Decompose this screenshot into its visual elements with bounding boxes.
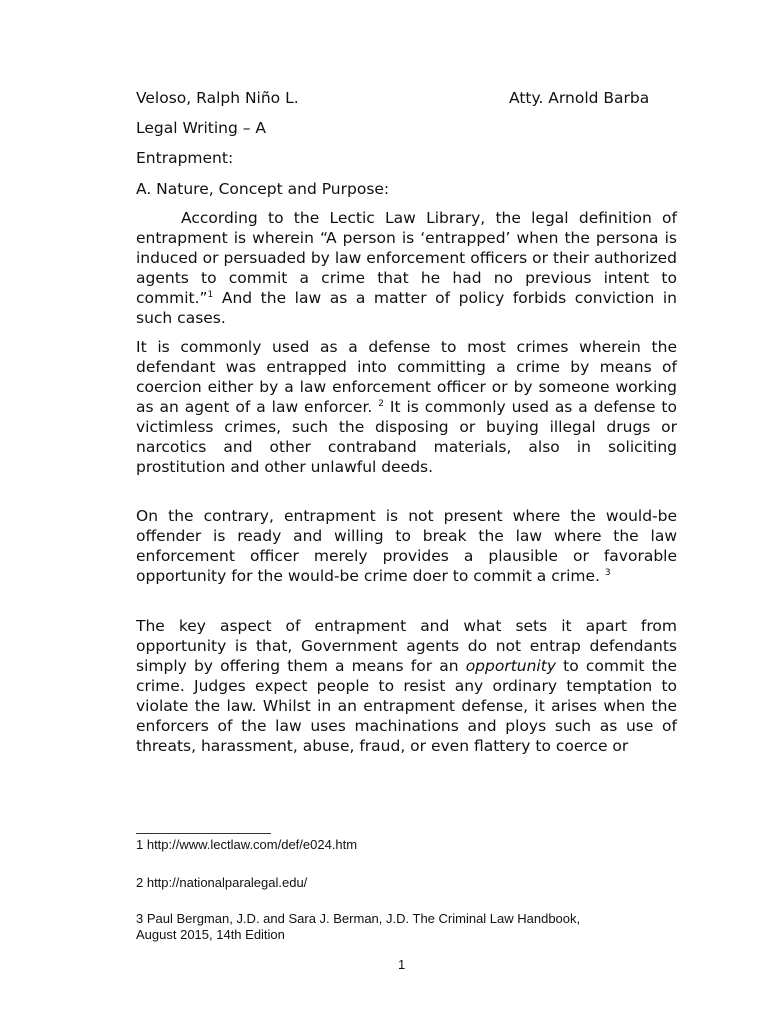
section-heading: A. Nature, Concept and Purpose:	[136, 180, 390, 198]
paragraph-4	[136, 616, 677, 756]
paragraph-2-text-end: It is commonly used as a defense to victimless crimes, such the disposing or buying illegal drugs or narcotics and other contraband materials, also in soliciting prostitution and other unlawful deeds.	[136, 398, 677, 476]
header-row	[136, 88, 676, 108]
course-title: Legal Writing – A	[136, 119, 267, 137]
paragraph-3	[136, 506, 677, 586]
footnote-3-line-1: 3 Paul Bergman, J.D. and Sara J. Berman, J.D. The Criminal Law Handbook,	[136, 911, 581, 926]
paragraph-3-text: On the contrary, entrapment is not present where the would-be offender is ready and willing to break the law where the law enforcement officer merely provides a plausible or favorable opportunity for the would-be crime doer to commit a crime.	[136, 507, 677, 585]
paragraph-4-text-end: to commit the crime. Judges expect people to resist any ordinary temptation to violate the law. Whilst in an entrapment defense, it arises when the enforcers of the law uses machinations and ploys such as use of threats, harassment, abuse, fraud, or even flattery to coerce or	[136, 657, 678, 755]
topic-heading: Entrapment:	[136, 149, 234, 167]
page-number: 1	[398, 957, 406, 972]
footnote-ref-2: 2	[378, 398, 384, 409]
paragraph-1-text: According to the Lectic Law Library, the legal definition of entrapment is wherein “A person is ‘entrapped’ when the persona is induced or persuaded by law enforcement officers or their authorized agents to commit a crime that he had no previous intent to commit.”	[136, 209, 677, 307]
author-name: Veloso, Ralph Niño L.	[136, 89, 299, 107]
footnote-ref-3: 3	[604, 567, 611, 578]
paragraph-2-text: It is commonly used as a defense to most crimes wherein the defendant was entrapped into committing a crime by means of coercion either by a law enforcement officer or by someone working as an agent of a law enforcer.	[136, 338, 677, 416]
footnote-3-line-2: August 2015, 14th Edition	[136, 927, 285, 942]
footnote-separator	[136, 833, 271, 834]
paragraph-4-text: The key aspect of entrapment and what sets it apart from opportunity is that, Government agents do not entrap defendants simply by offering them a means for an	[136, 617, 677, 675]
paragraph-1-text-end: And the law as a matter of policy forbids conviction in such cases.	[136, 289, 677, 327]
paragraph-2	[136, 337, 677, 477]
footnote-ref-1: 1	[207, 289, 214, 300]
footnote-1: 1 http://www.lectlaw.com/def/e024.htm	[136, 837, 358, 852]
instructor-name: Atty. Arnold Barba	[509, 89, 650, 107]
paragraph-1	[136, 208, 677, 328]
paragraph-4-emphasis: opportunity	[465, 657, 556, 675]
footnote-2: 2 http://nationalparalegal.edu/	[136, 875, 308, 890]
